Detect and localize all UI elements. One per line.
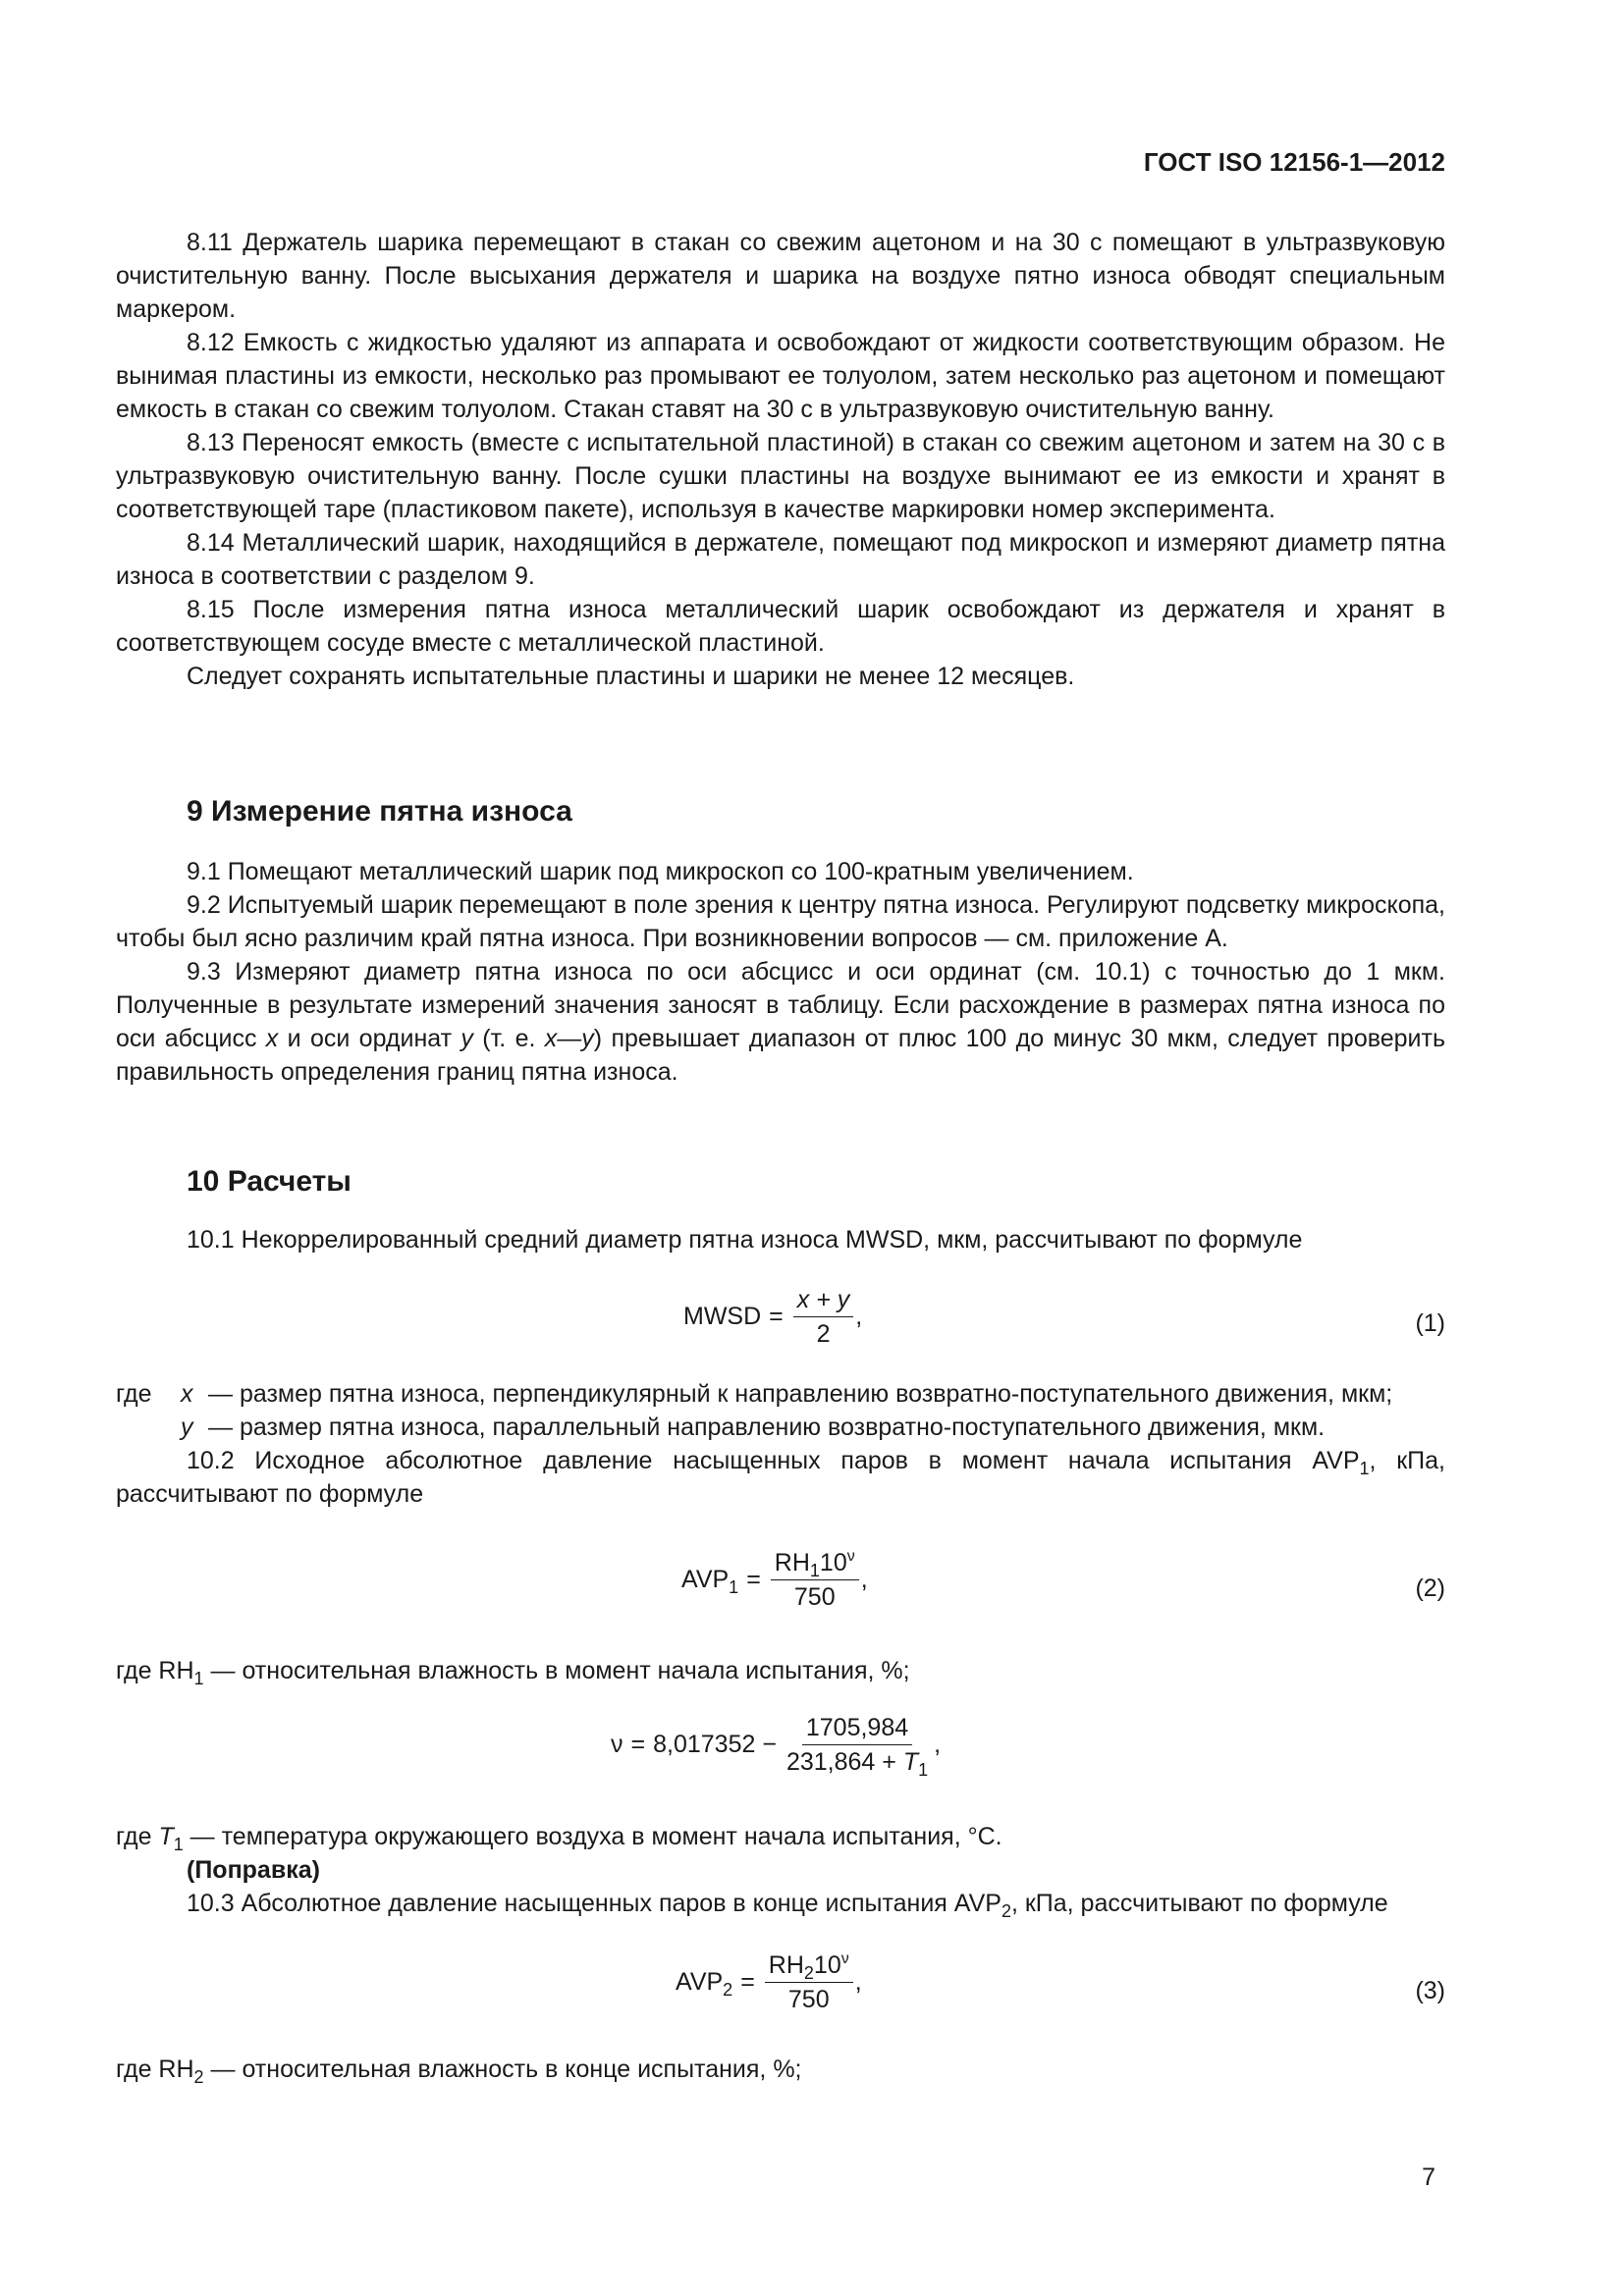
subscript: 1 (729, 1577, 739, 1597)
paragraph-10-1: 10.1 Некоррелированный средний диаметр пятна износа MWSD, мкм, рассчитывают по формуле (187, 1226, 1303, 1254)
amendment-label: (Поправка) (187, 1856, 320, 1884)
formula-3 (116, 1951, 1445, 2030)
definition-rh2-text (116, 2053, 1445, 2086)
paragraph-9-1: 9.1 Помещают металлический шарик под микроскоп со 100-кратным увеличением. (187, 858, 1134, 885)
fraction (793, 1286, 854, 1348)
section-8-continuation (116, 226, 1445, 693)
fraction (765, 1951, 853, 2013)
formula-lhs: ν (611, 1731, 623, 1758)
equals-sign: = (630, 1731, 646, 1758)
denominator: 750 (793, 1583, 836, 1611)
paragraph-10-3 (116, 1887, 1445, 1920)
definition-rh2 (116, 2053, 1445, 2086)
paragraph-10-2 (116, 1444, 1445, 1511)
formula-lhs: MWSD (683, 1303, 762, 1330)
text-run: , кПа, рассчитывают по формуле (1010, 1890, 1388, 1917)
where-label: где (116, 1380, 152, 1408)
section-10-intro (116, 1223, 1445, 1256)
text-run: , кПа, рассчитывают по формуле (116, 1447, 1445, 1508)
denominator: 750 (787, 1986, 830, 2013)
subscript: 1 (1359, 1459, 1370, 1478)
formula-comma: , (854, 1968, 862, 1996)
formula-lhs (681, 1566, 739, 1597)
var-y: y (460, 1025, 473, 1052)
text-run: и оси ординат (278, 1025, 461, 1052)
var-x: x (265, 1025, 279, 1052)
section-10-heading: 10 Расчеты (187, 1165, 352, 1198)
paragraph-storage-note: Следует сохранять испытательные пластины и шарики не менее 12 месяцев. (187, 663, 1075, 690)
numerator (771, 1549, 859, 1580)
text-run: 10.3 Абсолютное давление насыщенных паров в конце испытания AVP (187, 1890, 1001, 1917)
text-run: где RH (116, 2056, 194, 2083)
var-t: T (158, 1823, 174, 1850)
subscript: 1 (918, 1760, 929, 1780)
equals-sign: = (769, 1303, 784, 1330)
fraction (771, 1549, 859, 1611)
denominator (783, 1745, 932, 1780)
var-x: x (181, 1380, 193, 1408)
subscript: 2 (193, 2067, 204, 2087)
paragraph-8-11: 8.11 Держатель шарика перемещают в стакан со свежим ацетоном и на 30 с помещают в ультразвуковую очистительную ванну. После высыхания держателя и шарика на воздухе пятно износа обводят специальным маркером. (116, 229, 1445, 323)
formula-1-expression (683, 1286, 862, 1348)
definition-x-text: — размер пятна износа, перпендикулярный к направлению возвратно-поступательного движения, мкм; (208, 1380, 1393, 1408)
subscript: 1 (193, 1669, 204, 1688)
definition-rh1-text (116, 1654, 1445, 1687)
where-definitions-x-y (116, 1377, 1445, 1511)
formula-1 (116, 1286, 1445, 1364)
page-number: 7 (1422, 2163, 1435, 2191)
formula-nu-expression (611, 1714, 942, 1780)
formula-lhs (676, 1968, 733, 2000)
definition-y (116, 1411, 1445, 1444)
subscript: 2 (803, 1963, 814, 1983)
text-run: где (116, 1823, 159, 1850)
num-tail: 10 (819, 1549, 847, 1576)
formula-2-expression (681, 1549, 868, 1611)
document-code: ГОСТ ISO 12156-1—2012 (1143, 147, 1445, 177)
formula-number: (3) (1415, 1977, 1445, 2004)
paragraph-8-12: 8.12 Емкость с жидкостью удаляют из аппарата и освобождают от жидкости соответствующим образом. Не вынимая пластины из емкости, несколько раз промывают ее толуолом, затем несколько раз ацетоном и помещают емкость в стакан со свежим толуолом. Стакан ставят на 30 с в ультразвуковую очистительную ванну. (116, 329, 1445, 423)
equals-sign: = (746, 1566, 761, 1593)
paragraph-9-3 (116, 955, 1445, 1089)
formula-comma: , (855, 1303, 863, 1330)
var-x-minus-y: x—y (544, 1025, 594, 1052)
text-run: (т. е. (472, 1025, 545, 1052)
lhs-text: AVP (681, 1566, 730, 1593)
formula-comma: , (860, 1566, 868, 1593)
subscript: 2 (1001, 1901, 1011, 1921)
definition-t1-block (116, 1820, 1445, 1920)
definition-t1 (116, 1820, 1445, 1853)
lhs-text: AVP (676, 1968, 724, 1996)
formula-2 (116, 1549, 1445, 1628)
definition-y-text: — размер пятна износа, параллельный направлению возвратно-поступательного движения, мкм. (208, 1414, 1326, 1441)
text-run: — относительная влажность в конце испытания, %; (203, 2056, 802, 2083)
text-run: — относительная влажность в момент начала испытания, %; (203, 1657, 910, 1684)
superscript: ν (840, 1950, 849, 1967)
definition-rh1 (116, 1654, 1445, 1687)
num-text: RH (774, 1549, 810, 1576)
text-run: 9.3 Измеряют диаметр пятна износа по оси абсцисс и оси ординат (см. 10.1) с точностью до 1 мкм. Полученные в результате измерений значения заносят в таблицу. Если расхождение в размерах пятна износа по оси абсцисс (116, 958, 1445, 1052)
text-run: где RH (116, 1657, 194, 1684)
var-t: T (902, 1748, 919, 1776)
formula-number: (2) (1415, 1575, 1445, 1602)
formula-number: (1) (1415, 1309, 1445, 1337)
formula-comma: , (934, 1731, 942, 1758)
formula-nu (116, 1714, 1445, 1792)
numerator: 1705,984 (802, 1714, 912, 1745)
paragraph-8-15: 8.15 После измерения пятна износа металлический шарик освобождают из держателя и хранят в соответствующем сосуде вместе с металлической пластиной. (116, 596, 1445, 657)
text-run: ) превышает диапазон от плюс 100 до минус 30 мкм, следует проверить правильность определения границ пятна износа. (116, 1025, 1445, 1086)
equals-sign: = (740, 1968, 755, 1996)
section-9-body (116, 855, 1445, 1089)
spacer (116, 1411, 181, 1444)
subscript: 1 (173, 1835, 184, 1854)
paragraph-8-14: 8.14 Металлический шарик, находящийся в держателе, помещают под микроскоп и измеряют диаметр пятна износа в соответствии с разделом 9. (116, 529, 1445, 590)
paragraph-9-2: 9.2 Испытуемый шарик перемещают в поле зрения к центру пятна износа. Регулируют подсветку микроскопа, чтобы был ясно различим край пятна износа. При возникновении вопросов — см. приложение А. (116, 891, 1445, 952)
var-y: y (181, 1414, 193, 1441)
superscript: ν (846, 1548, 855, 1565)
numerator: x + y (793, 1286, 854, 1317)
definition-x (116, 1377, 1445, 1411)
denominator: 2 (816, 1320, 831, 1348)
subscript: 1 (809, 1561, 820, 1580)
fraction (783, 1714, 932, 1780)
num-text: RH (768, 1951, 804, 1979)
text-run: 10.2 Исходное абсолютное давление насыщенных паров в момент начала испытания AVP (187, 1447, 1360, 1474)
paragraph-8-13: 8.13 Переносят емкость (вместе с испытательной пластиной) в стакан со свежим ацетоном и затем на 30 с в ультразвуковую очистительную ванну. После сушки пластины на воздухе вынимают ее из емкости и хранят в соответствующей таре (пластиковом пакете), используя в качестве маркировки номер эксперимента. (116, 429, 1445, 523)
section-9-heading: 9 Измерение пятна износа (187, 795, 572, 828)
num-tail: 10 (813, 1951, 841, 1979)
numerator (765, 1951, 853, 1983)
formula-3-expression (676, 1951, 862, 2013)
subscript: 2 (723, 1980, 733, 2000)
den-text: 231,864 + (785, 1748, 903, 1776)
constant-term: 8,017352 − (653, 1731, 777, 1758)
text-run: — температура окружающего воздуха в момент начала испытания, °С. (183, 1823, 1002, 1850)
